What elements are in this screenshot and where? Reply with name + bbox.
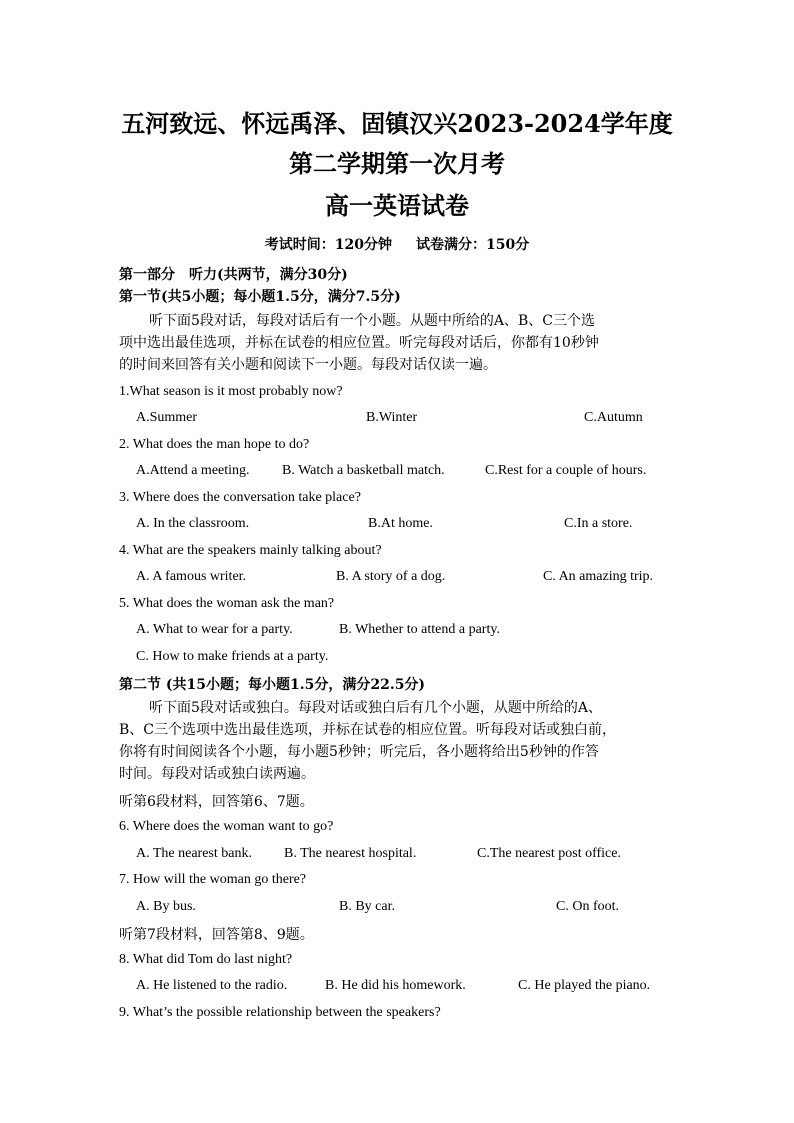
question-2-option-a: A.Attend a meeting. xyxy=(136,463,250,478)
question-2-option-b: B. Watch a basketball match. xyxy=(282,463,445,478)
part1-heading: 第一部分 听力(共两节，满分30分) xyxy=(119,267,348,283)
section2-instructions xyxy=(119,697,679,785)
question-8-option-a: A. He listened to the radio. xyxy=(136,978,288,993)
question-4-option-c: C. An amazing trip. xyxy=(543,569,654,584)
material-6-note: 听第6段材料，回答第6、7题。 xyxy=(119,794,314,810)
exam-title-line2: 第二学期第一次月考 xyxy=(289,149,505,178)
instruction-line: 听下面5段对话，每段对话后有一个小题。从题中所给的A、B、C三个选 xyxy=(149,313,596,329)
question-4: 4. What are the speakers mainly talking about? xyxy=(119,543,382,558)
exam-meta xyxy=(0,234,794,254)
exam-title-line3: 高一英语试卷 xyxy=(325,191,469,220)
question-5-option-b: B. Whether to attend a party. xyxy=(339,622,500,637)
question-1-option-b: B.Winter xyxy=(366,410,418,425)
question-4-option-a: A. A famous writer. xyxy=(136,569,247,584)
instruction-line: 的时间来回答有关小题和阅读下一小题。每段对话仅读一遍。 xyxy=(119,357,497,373)
section1-heading: 第一节(共5小题；每小题1.5分，满分7.5分) xyxy=(119,289,401,305)
material-7-note: 听第7段材料，回答第8、9题。 xyxy=(119,927,314,943)
question-7-option-a: A. By bus. xyxy=(136,899,196,914)
instruction-line: 听下面5段对话或独白。每段对话或独白后有几个小题，从题中所给的A、 xyxy=(149,700,603,716)
question-5-option-c: C. How to make friends at a party. xyxy=(136,649,329,664)
question-3-option-b: B.At home. xyxy=(368,516,433,531)
question-5-option-a: A. What to wear for a party. xyxy=(136,622,293,637)
question-7: 7. How will the woman go there? xyxy=(119,872,307,887)
question-8: 8. What did Tom do last night? xyxy=(119,952,293,967)
question-5: 5. What does the woman ask the man? xyxy=(119,596,335,611)
question-1: 1.What season is it most probably now? xyxy=(119,384,343,399)
question-6-option-a: A. The nearest bank. xyxy=(136,846,252,861)
question-3-option-c: C.In a store. xyxy=(564,516,633,531)
question-4-option-b: B. A story of a dog. xyxy=(336,569,446,584)
exam-time: 考试时间：120分钟 xyxy=(264,237,392,253)
question-7-option-b: B. By car. xyxy=(339,899,395,914)
question-2: 2. What does the man hope to do? xyxy=(119,437,310,452)
instruction-line: 项中选出最佳选项，并标在试卷的相应位置。听完每段对话后，你都有10秒钟 xyxy=(119,335,599,351)
section2-heading: 第二节 (共15小题；每小题1.5分，满分22.5分) xyxy=(119,677,426,693)
question-2-option-c: C.Rest for a couple of hours. xyxy=(485,463,647,478)
instruction-line: 你将有时间阅读各个小题，每小题5秒钟；听完后，各小题将给出5秒钟的作答 xyxy=(119,744,599,760)
question-6-option-b: B. The nearest hospital. xyxy=(284,846,417,861)
question-3: 3. Where does the conversation take place? xyxy=(119,490,361,505)
full-score: 试卷满分：150分 xyxy=(416,237,530,253)
question-9: 9. What’s the possible relationship between the speakers? xyxy=(119,1005,441,1020)
question-8-option-c: C. He played the piano. xyxy=(518,978,651,993)
question-6: 6. Where does the woman want to go? xyxy=(119,819,334,834)
question-1-option-a: A.Summer xyxy=(136,410,198,425)
instruction-line: 时间。每段对话或独白读两遍。 xyxy=(119,766,315,782)
question-6-option-c: C.The nearest post office. xyxy=(477,846,621,861)
question-7-option-c: C. On foot. xyxy=(556,899,619,914)
question-3-option-a: A. In the classroom. xyxy=(136,516,250,531)
instruction-line: B、C三个选项中选出最佳选项，并标在试卷的相应位置。听每段对话或独白前， xyxy=(119,722,616,738)
section1-instructions xyxy=(119,310,679,376)
question-1-option-c: C.Autumn xyxy=(584,410,643,425)
question-8-option-b: B. He did his homework. xyxy=(325,978,466,993)
exam-title-line1: 五河致远、怀远禹泽、固镇汉兴2023-2024学年度 xyxy=(121,109,673,138)
